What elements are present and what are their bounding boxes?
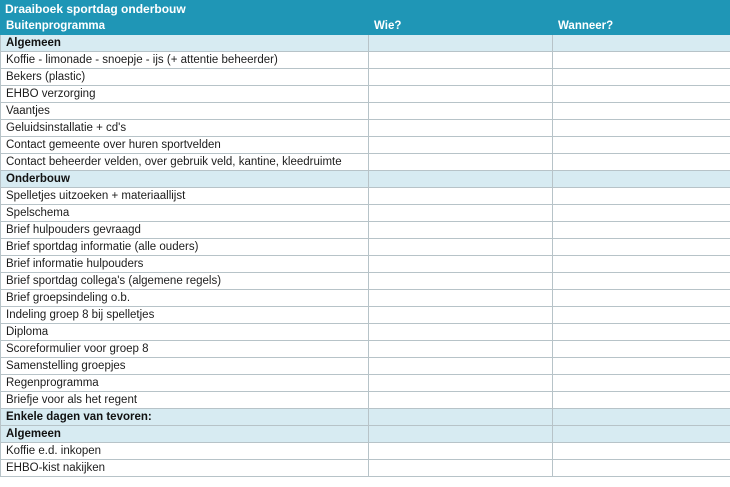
when-cell[interactable] (553, 256, 730, 273)
table-header-row (1, 18, 730, 35)
task-cell: Brief informatie hulpouders (1, 256, 369, 273)
table-row (1, 52, 730, 69)
table-row (1, 256, 730, 273)
task-cell: Geluidsinstallatie + cd's (1, 120, 369, 137)
who-cell[interactable] (369, 324, 553, 341)
task-cell: EHBO verzorging (1, 86, 369, 103)
who-cell[interactable] (369, 358, 553, 375)
task-table (0, 18, 730, 477)
table-row (1, 137, 730, 154)
who-cell[interactable] (369, 69, 553, 86)
who-cell[interactable] (369, 341, 553, 358)
when-cell[interactable] (553, 307, 730, 324)
who-cell[interactable] (369, 222, 553, 239)
sheet-title: Draaiboek sportdag onderbouw (0, 0, 730, 18)
when-cell[interactable] (553, 52, 730, 69)
task-cell: Spelschema (1, 205, 369, 222)
task-cell: Koffie e.d. inkopen (1, 443, 369, 460)
column-header-task: Buitenprogramma (1, 18, 369, 35)
when-cell[interactable] (553, 375, 730, 392)
table-row (1, 120, 730, 137)
who-cell[interactable] (369, 188, 553, 205)
section-row (1, 409, 730, 426)
task-cell: Contact beheerder velden, over gebruik veld, kantine, kleedruimte (1, 154, 369, 171)
task-cell: Scoreformulier voor groep 8 (1, 341, 369, 358)
who-cell[interactable] (369, 205, 553, 222)
task-cell: Diploma (1, 324, 369, 341)
who-cell[interactable] (369, 171, 553, 188)
column-header-who: Wie? (369, 18, 553, 35)
table-row (1, 239, 730, 256)
table-row (1, 103, 730, 120)
table-row (1, 341, 730, 358)
table-row (1, 154, 730, 171)
when-cell[interactable] (553, 35, 730, 52)
who-cell[interactable] (369, 256, 553, 273)
when-cell[interactable] (553, 205, 730, 222)
task-cell: Brief sportdag informatie (alle ouders) (1, 239, 369, 256)
table-row (1, 443, 730, 460)
who-cell[interactable] (369, 375, 553, 392)
who-cell[interactable] (369, 103, 553, 120)
table-row (1, 392, 730, 409)
section-label: Onderbouw (1, 171, 369, 188)
section-label: Algemeen (1, 35, 369, 52)
who-cell[interactable] (369, 307, 553, 324)
when-cell[interactable] (553, 154, 730, 171)
when-cell[interactable] (553, 460, 730, 477)
task-cell: Brief hulpouders gevraagd (1, 222, 369, 239)
task-cell: Brief groepsindeling o.b. (1, 290, 369, 307)
table-row (1, 307, 730, 324)
column-header-when: Wanneer? (553, 18, 730, 35)
table-body (1, 35, 730, 477)
table-row (1, 460, 730, 477)
section-row (1, 171, 730, 188)
table-row (1, 205, 730, 222)
table-row (1, 69, 730, 86)
when-cell[interactable] (553, 86, 730, 103)
who-cell[interactable] (369, 120, 553, 137)
when-cell[interactable] (553, 222, 730, 239)
task-cell: Bekers (plastic) (1, 69, 369, 86)
when-cell[interactable] (553, 188, 730, 205)
section-row (1, 35, 730, 52)
when-cell[interactable] (553, 290, 730, 307)
task-cell: Koffie - limonade - snoepje - ijs (+ attentie beheerder) (1, 52, 369, 69)
who-cell[interactable] (369, 273, 553, 290)
task-cell: Contact gemeente over huren sportvelden (1, 137, 369, 154)
table-row (1, 290, 730, 307)
when-cell[interactable] (553, 409, 730, 426)
task-cell: Vaantjes (1, 103, 369, 120)
task-cell: EHBO-kist nakijken (1, 460, 369, 477)
table-row (1, 188, 730, 205)
who-cell[interactable] (369, 426, 553, 443)
who-cell[interactable] (369, 154, 553, 171)
who-cell[interactable] (369, 409, 553, 426)
who-cell[interactable] (369, 460, 553, 477)
task-cell: Regenprogramma (1, 375, 369, 392)
section-label: Enkele dagen van tevoren: (1, 409, 369, 426)
who-cell[interactable] (369, 86, 553, 103)
when-cell[interactable] (553, 341, 730, 358)
table-row (1, 222, 730, 239)
when-cell[interactable] (553, 358, 730, 375)
who-cell[interactable] (369, 290, 553, 307)
when-cell[interactable] (553, 392, 730, 409)
section-row (1, 426, 730, 443)
when-cell[interactable] (553, 120, 730, 137)
who-cell[interactable] (369, 239, 553, 256)
table-row (1, 273, 730, 290)
section-label: Algemeen (1, 426, 369, 443)
when-cell[interactable] (553, 171, 730, 188)
who-cell[interactable] (369, 137, 553, 154)
when-cell[interactable] (553, 239, 730, 256)
task-cell: Brief sportdag collega's (algemene regels) (1, 273, 369, 290)
when-cell[interactable] (553, 324, 730, 341)
task-cell: Spelletjes uitzoeken + materiaallijst (1, 188, 369, 205)
when-cell[interactable] (553, 443, 730, 460)
table-row (1, 86, 730, 103)
task-cell: Samenstelling groepjes (1, 358, 369, 375)
table-row (1, 324, 730, 341)
when-cell[interactable] (553, 103, 730, 120)
who-cell[interactable] (369, 35, 553, 52)
task-cell: Briefje voor als het regent (1, 392, 369, 409)
table-row (1, 375, 730, 392)
who-cell[interactable] (369, 392, 553, 409)
when-cell[interactable] (553, 273, 730, 290)
task-cell: Indeling groep 8 bij spelletjes (1, 307, 369, 324)
when-cell[interactable] (553, 426, 730, 443)
who-cell[interactable] (369, 52, 553, 69)
table-row (1, 358, 730, 375)
when-cell[interactable] (553, 137, 730, 154)
who-cell[interactable] (369, 443, 553, 460)
when-cell[interactable] (553, 69, 730, 86)
